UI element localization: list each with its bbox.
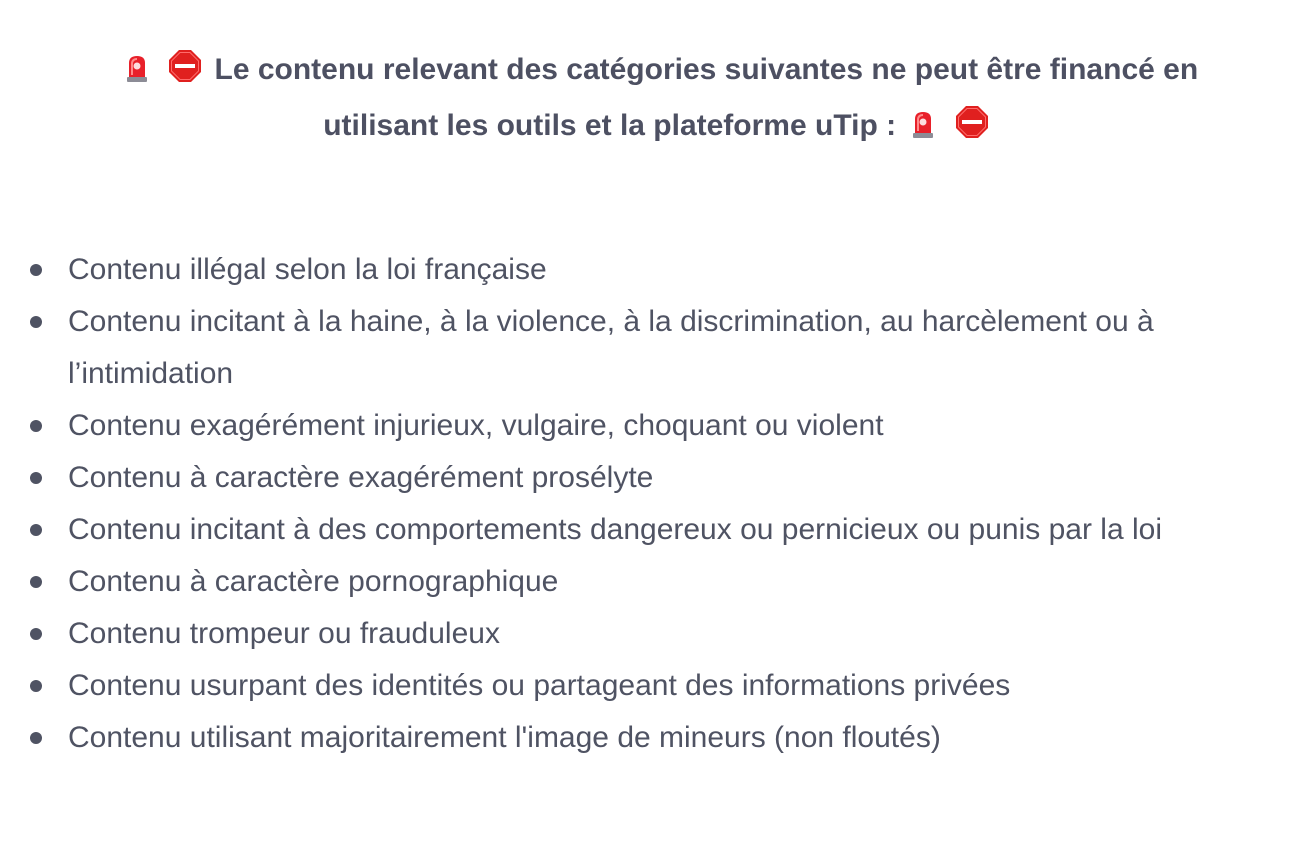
police-light-icon — [908, 104, 938, 156]
list-item-text: Contenu usurpant des identités ou partageant des informations privées — [68, 669, 1011, 702]
list-item — [28, 400, 1288, 452]
list-item — [28, 556, 1288, 608]
list-item-text: Contenu trompeur ou frauduleux — [68, 617, 500, 650]
bullet — [30, 628, 42, 640]
list-item-text: Contenu incitant à des comportements dangereux ou pernicieux ou punis par la loi — [68, 513, 1163, 546]
list-item-text: Contenu à caractère exagérément prosélyte — [68, 461, 654, 494]
list-item — [28, 712, 1288, 764]
list-item-text: Contenu utilisant majoritairement l'image de mineurs (non floutés) — [68, 721, 941, 754]
bullet — [30, 732, 42, 744]
list-item — [28, 660, 1288, 712]
list-item-text: Contenu illégal selon la loi française — [68, 253, 547, 286]
list-item-text: Contenu incitant à la haine, à la violence, à la discrimination, au harcèlement ou à l’intimidation — [68, 305, 1154, 390]
bullet — [30, 264, 42, 276]
list-item — [28, 608, 1288, 660]
restricted-content-list — [28, 244, 1288, 764]
heading-text-line2: utilisant les outils et la plateforme uTip : — [323, 109, 897, 142]
police-light-icon — [122, 48, 152, 100]
list-item — [28, 296, 1288, 400]
bullet — [30, 524, 42, 536]
restricted-content-heading — [28, 44, 1288, 156]
list-item — [28, 504, 1288, 556]
heading-text-line1: Le contenu relevant des catégories suivantes ne peut être financé en — [214, 53, 1199, 86]
list-item — [28, 452, 1288, 504]
restricted-content-section — [28, 0, 1288, 764]
bullet — [30, 576, 42, 588]
bullet — [30, 316, 42, 328]
list-item-text: Contenu exagérément injurieux, vulgaire, choquant ou violent — [68, 409, 884, 442]
list-item — [28, 244, 1288, 296]
list-item-text: Contenu à caractère pornographique — [68, 565, 559, 598]
stop-sign-icon — [955, 104, 989, 156]
bullet — [30, 420, 42, 432]
bullet — [30, 472, 42, 484]
stop-sign-icon — [168, 48, 202, 100]
bullet — [30, 680, 42, 692]
